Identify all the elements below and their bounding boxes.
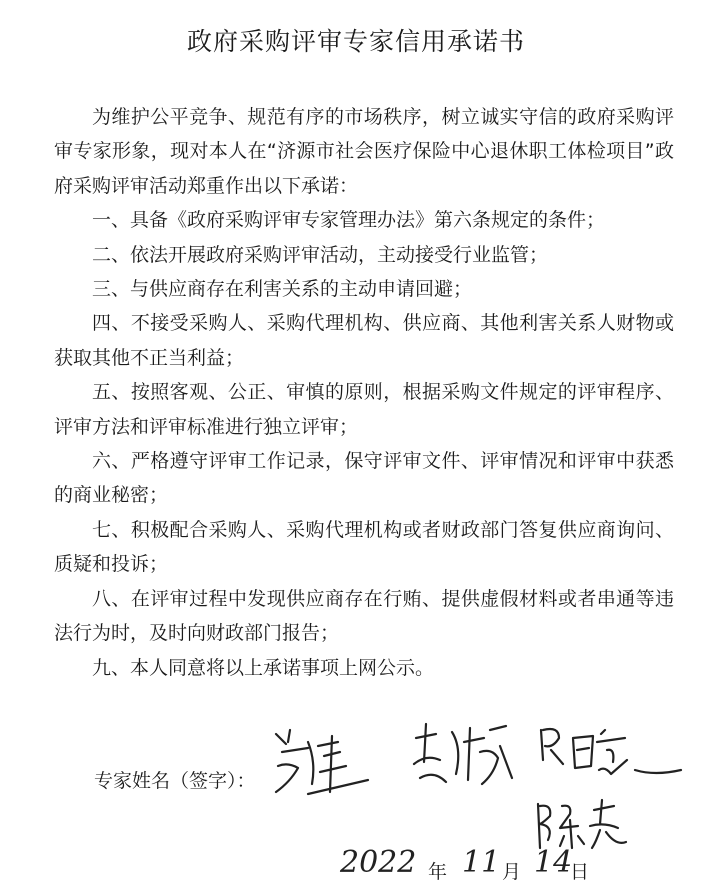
handwritten-signature-2 [410,718,520,798]
pledge-item-8: 八、在评审过程中发现供应商存在行贿、提供虚假材料或者串通等违法行为时，及时向财政部门报告； [54,587,674,645]
date-year-unit: 年 [428,861,448,883]
date-day-unit: 日 [570,861,590,883]
document-title: 政府采购评审专家信用承诺书 [186,27,525,56]
date-month: 11 [462,845,501,880]
pledge-item-6: 六、严格遵守评审工作记录，保守评审文件、评审情况和评审中获悉的商业秘密； [54,450,674,507]
pledge-item-2: 二、依法开展政府采购评审活动，主动接受行业监管； [92,243,549,266]
intro-paragraph: 为维护公平竞争、规范有序的市场秩序，树立诚实守信的政府采购评审专家形象，现对本人在“济源市社会医疗保险中心退休职工体检项目”政府采购评审活动郑重作出以下承诺： [54,106,674,197]
date-day: 14 [534,845,573,880]
signature-label: 专家姓名（签字）： [94,770,256,792]
signing-date [340,845,600,885]
pledge-item-3: 三、与供应商存在利害关系的主动申请回避； [92,278,473,301]
pledge-item-1: 一、具备《政府采购评审专家管理办法》第六条规定的条件； [92,209,606,232]
handwritten-signature-1 [268,722,378,802]
pledge-item-5: 五、按照客观、公正、审慎的原则，根据采购文件规定的评审程序、评审方法和评审标准进行独立评审； [54,381,674,438]
pledge-item-4: 四、不接受采购人、采购代理机构、供应商、其他利害关系人财物或获取其他不正当利益； [54,312,674,369]
date-year: 2022 [340,845,417,880]
handwritten-signature-3 [535,720,685,790]
date-month-unit: 月 [502,861,522,883]
document-body [54,100,674,685]
pledge-item-9: 九、本人同意将以上承诺事项上网公示。 [92,656,435,679]
pledge-item-7: 七、积极配合采购人、采购代理机构或者财政部门答复供应商询问、质疑和投诉； [54,518,674,576]
